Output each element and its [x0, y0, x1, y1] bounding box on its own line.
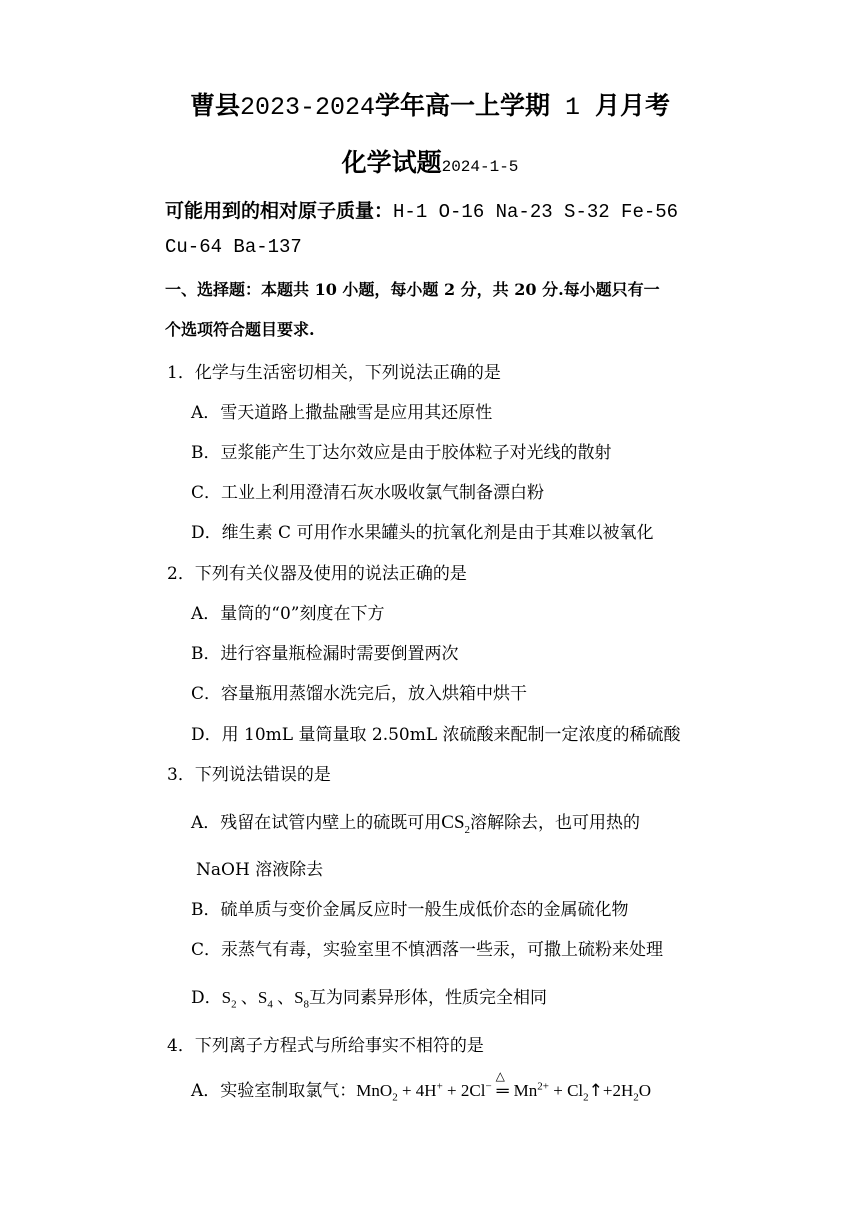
question-2-stem: 2．下列有关仪器及使用的说法正确的是: [167, 564, 467, 584]
question-1-option-d: D．维生素 C 可用作水果罐头的抗氧化剂是由于其难以被氧化: [191, 523, 654, 543]
question-3-stem: 3．下列说法错误的是: [167, 765, 331, 785]
question-3-option-a: A．残留在试管内壁上的硫既可用$CS_2$溶解除去，也可用热的: [191, 812, 641, 836]
question-4-option-a: A．实验室制取氯气：MnO$_2$ + 4H+ + 2Cl− △ ═ $Mn^{2+}$ + $Cl_2↑+2H_2O$: [191, 1069, 652, 1104]
title-exam-type: 月月考: [595, 91, 671, 120]
title-county: 曹县: [189, 91, 240, 120]
heating-equals-sign: △ ═: [495, 1069, 509, 1100]
atomic-mass-values-2: Cu-64 Ba-137: [165, 236, 302, 258]
question-3-option-d: D．$S_2$ 、$S_4$ 、$S_8$互为同素异形体，性质完全相同: [191, 988, 548, 1011]
subject-title: 化学试题: [341, 148, 442, 177]
atomic-mass-values-1: H-1 O-16 Na-23 S-32 Fe-56: [393, 201, 679, 223]
question-2-option-c: C．容量瓶用蒸馏水洗完后，放入烘箱中烘干: [191, 684, 528, 704]
question-1-stem: 1．化学与生活密切相关，下列说法正确的是: [167, 363, 501, 383]
atomic-mass-line-1: [165, 196, 678, 223]
exam-title: [0, 86, 860, 122]
chlorine-preparation-equation: MnO$_2$ + 4H+ + 2Cl− △ ═ $Mn^{2+}$ + $Cl_2↑+2H_2O$: [356, 1069, 652, 1104]
atomic-mass-label: 可能用到的相对原子质量：: [165, 200, 394, 222]
question-1-option-a: A．雪天道路上撒盐融雪是应用其还原性: [191, 403, 493, 423]
formula-cs2: $CS_2$: [441, 812, 471, 836]
atomic-mass-line-2: [165, 235, 302, 258]
question-2-option-d: D．用 10mL 量筒量取 2.50mL 浓硫酸来配制一定浓度的稀硫酸: [191, 725, 681, 745]
exam-date: 2024-1-5: [441, 158, 519, 176]
question-3-option-c: C．汞蒸气有毒，实验室里不慎洒落一些汞，可撒上硫粉来处理: [191, 940, 664, 960]
gas-arrow-icon: ↑: [588, 1081, 603, 1101]
question-2-option-a: A．量筒的“0”刻度在下方: [191, 604, 385, 624]
formula-sulfur-allotropes: $S_2$ 、$S_4$ 、$S_8$: [221, 988, 310, 1011]
question-3-option-a-continued: NaOH 溶液除去: [196, 860, 324, 880]
title-month-number: 1: [565, 93, 581, 122]
title-years: 2023-2024: [239, 93, 375, 122]
section-heading-line-2: 个选项符合题目要求.: [165, 320, 315, 339]
question-3-option-b: B．硫单质与变价金属反应时一般生成低价态的金属硫化物: [191, 900, 629, 920]
question-1-option-b: B．豆浆能产生丁达尔效应是由于胶体粒子对光线的散射: [191, 443, 612, 463]
question-4-stem: 4．下列离子方程式与所给事实不相符的是: [167, 1036, 484, 1056]
exam-subtitle: [0, 143, 860, 179]
question-2-option-b: B．进行容量瓶检漏时需要倒置两次: [191, 644, 459, 664]
section-heading-line-1: 一、选择题：本题共 10 小题，每小题 2 分，共 20 分.每小题只有一: [165, 280, 660, 299]
question-1-option-c: C．工业上利用澄清石灰水吸收氯气制备漂白粉: [191, 483, 545, 503]
title-term: 学年高一上学期: [374, 91, 550, 120]
